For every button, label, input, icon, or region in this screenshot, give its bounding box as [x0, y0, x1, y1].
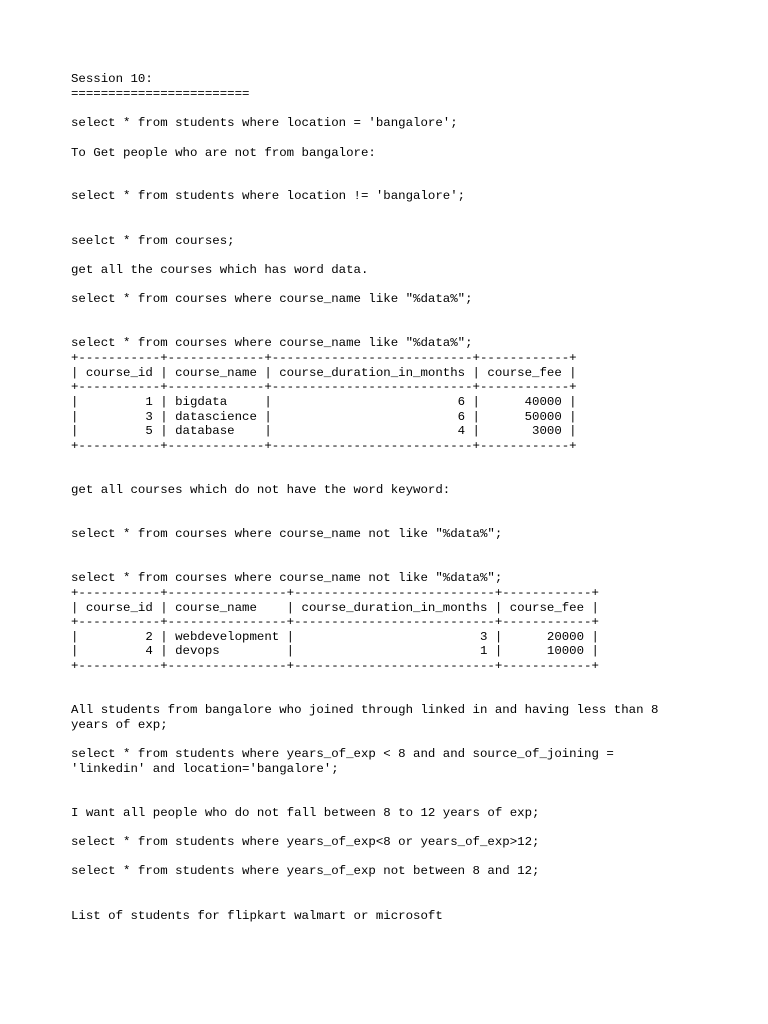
note-line: To Get people who are not from bangalore: — [71, 146, 376, 160]
query-line: select * from students where years_of_exp<8 or years_of_exp>12; — [71, 835, 540, 849]
session-heading: Session 10: — [71, 72, 153, 86]
table-row: | 3 | datascience | 6 | 50000 | — [71, 410, 577, 424]
query-line: select * from courses where course_name like "%data%"; — [71, 336, 473, 350]
query-line: select * from students where years_of_exp not between 8 and 12; — [71, 864, 540, 878]
table-border: +-----------+-------------+---------------------------+------------+ — [71, 439, 577, 453]
query-line: select * from courses where course_name not like "%data%"; — [71, 571, 503, 585]
note-line: get all the courses which has word data. — [71, 263, 369, 277]
heading-underline: ======================== — [71, 87, 250, 101]
note-line: All students from bangalore who joined through linked in and having less than 8 — [71, 703, 659, 717]
query-line: 'linkedin' and location='bangalore'; — [71, 762, 339, 776]
note-line: get all courses which do not have the word keyword: — [71, 483, 451, 497]
query-line: seelct * from courses; — [71, 234, 235, 248]
query-line: select * from courses where course_name not like "%data%"; — [71, 527, 503, 541]
table-row: | 2 | webdevelopment | 3 | 20000 | — [71, 630, 599, 644]
table-row: | 4 | devops | 1 | 10000 | — [71, 644, 599, 658]
table-header-row: | course_id | course_name | course_duration_in_months | course_fee | — [71, 601, 599, 615]
table-header-row: | course_id | course_name | course_duration_in_months | course_fee | — [71, 366, 577, 380]
note-line: I want all people who do not fall between 8 to 12 years of exp; — [71, 806, 540, 820]
query-line: select * from students where location != 'bangalore'; — [71, 189, 466, 203]
note-line: List of students for flipkart walmart or microsoft — [71, 909, 443, 923]
query-line: select * from students where years_of_exp < 8 and and source_of_joining = — [71, 747, 614, 761]
table-border: +-----------+-------------+---------------------------+------------+ — [71, 351, 577, 365]
query-line: select * from students where location = 'bangalore'; — [71, 116, 458, 130]
table-border: +-----------+----------------+---------------------------+------------+ — [71, 659, 599, 673]
query-line: select * from courses where course_name like "%data%"; — [71, 292, 473, 306]
note-line: years of exp; — [71, 718, 168, 732]
table-border: +-----------+-------------+---------------------------+------------+ — [71, 380, 577, 394]
table-border: +-----------+----------------+---------------------------+------------+ — [71, 586, 599, 600]
table-row: | 1 | bigdata | 6 | 40000 | — [71, 395, 577, 409]
table-border: +-----------+----------------+---------------------------+------------+ — [71, 615, 599, 629]
table-row: | 5 | database | 4 | 3000 | — [71, 424, 577, 438]
